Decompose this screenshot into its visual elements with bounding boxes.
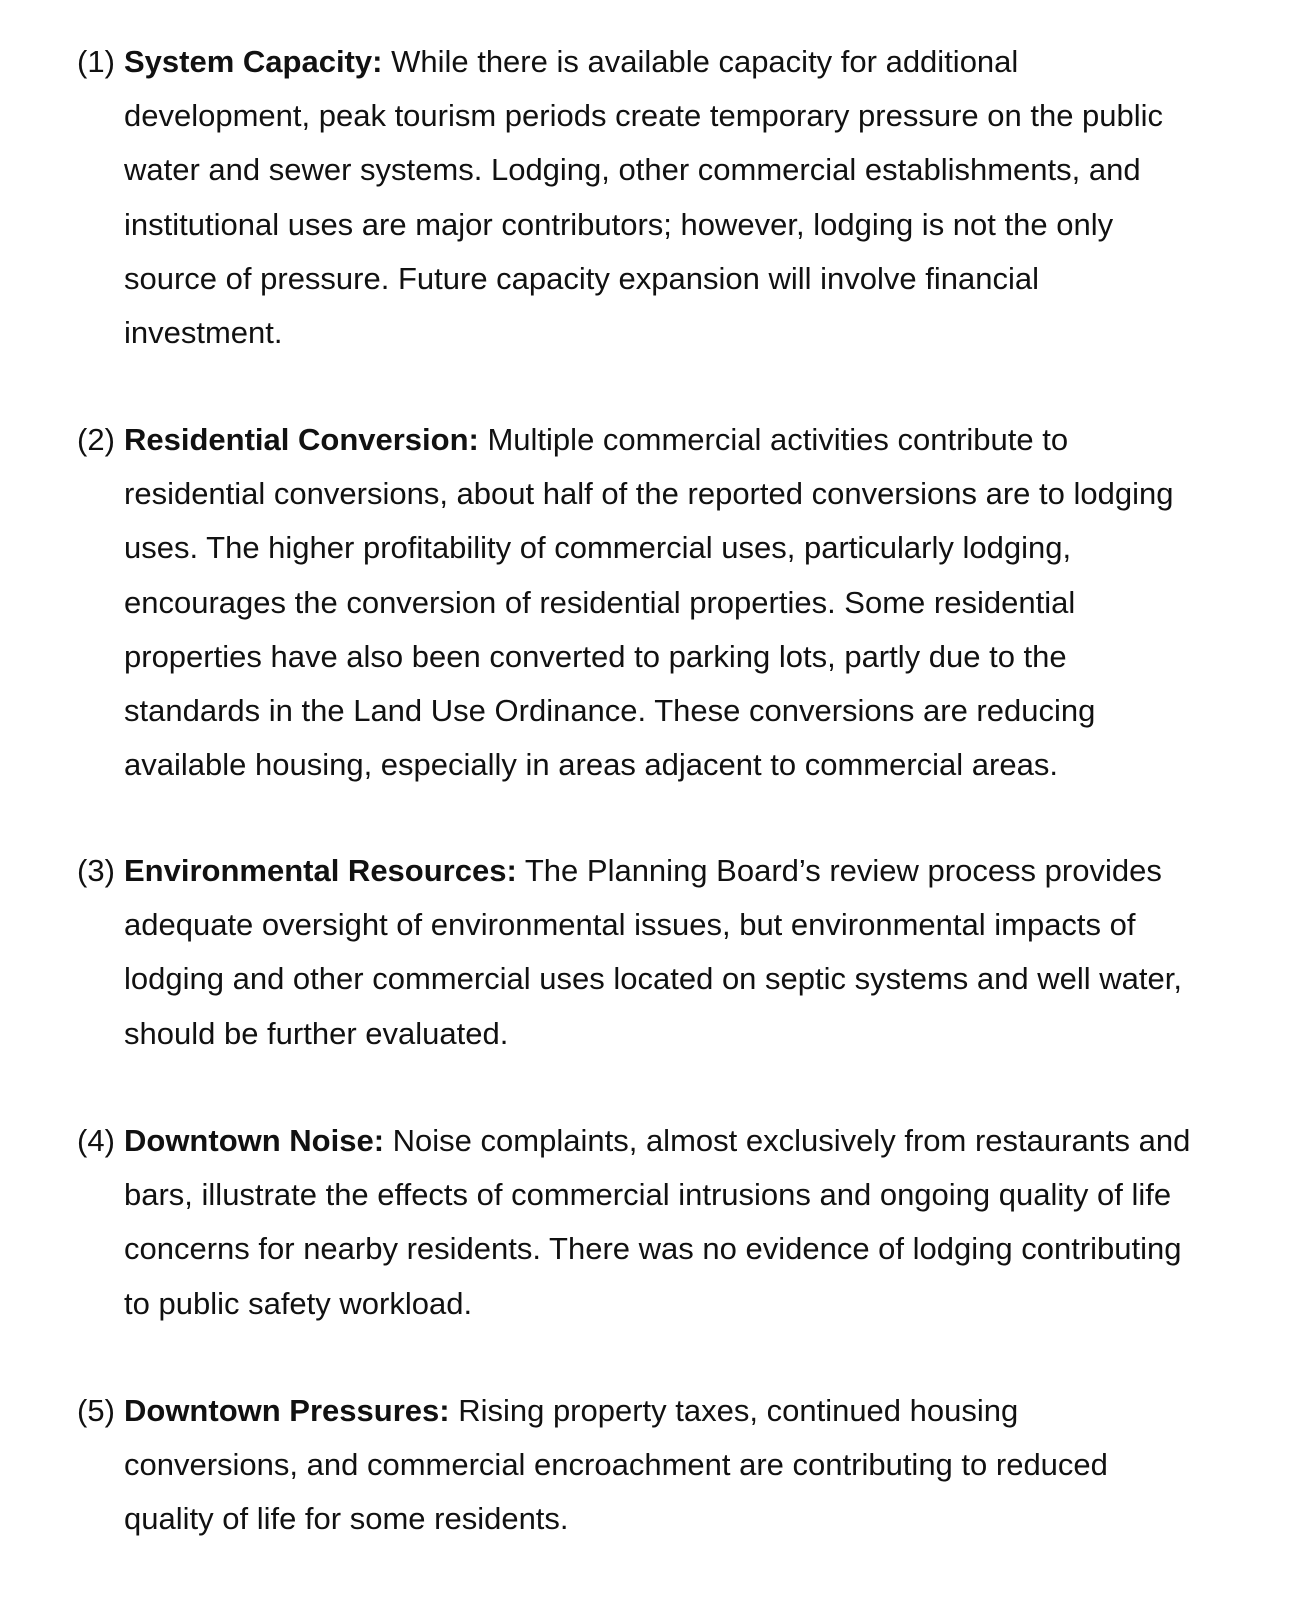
item-text-line: water and sewer systems. Lodging, other commercial establishments, and [124,152,1141,188]
item-first-line [124,1114,1244,1168]
item-text-line: properties have also been converted to parking lots, partly due to the [124,638,1067,674]
item-heading: Environmental Resources: [124,853,517,888]
item-text-line: source of pressure. Future capacity expansion will involve financial [124,260,1039,296]
item-first-line [124,844,1244,898]
item-text-line: to public safety workload. [124,1285,473,1321]
item-heading: System Capacity: [124,44,383,79]
item-text-line: institutional uses are major contributors; however, lodging is not the only [124,206,1114,242]
item-number: (3) [77,853,115,888]
item-number: (1) [77,44,115,79]
item-heading: Downtown Noise: [124,1123,385,1158]
item-text-line: investment. [124,315,283,351]
item-text-line: Noise complaints, almost exclusively from restaurants and [392,1123,1191,1158]
item-text-line: standards in the Land Use Ordinance. These conversions are reducing [124,693,1096,729]
item-text-line: available housing, especially in areas adjacent to commercial areas. [124,747,1058,783]
item-number: (2) [77,422,115,457]
finding-downtown-noise [77,1114,1244,1331]
item-text-line: lodging and other commercial uses located on septic systems and well water, [124,961,1182,997]
item-number: (5) [77,1393,115,1428]
item-text-line: development, peak tourism periods create temporary pressure on the public [124,98,1164,134]
finding-environmental-resources [77,844,1244,1061]
item-text-line: concerns for nearby residents. There was no evidence of lodging contributing [124,1231,1182,1267]
item-heading: Downtown Pressures: [124,1393,450,1428]
finding-system-capacity [77,35,1244,360]
item-first-line [124,413,1244,467]
item-first-line [124,35,1244,89]
item-text-line: adequate oversight of environmental issues, but environmental impacts of [124,907,1136,943]
item-text-line: residential conversions, about half of the reported conversions are to lodging [124,476,1174,512]
item-text-line: While there is available capacity for additional [391,44,1019,79]
item-text-line: Multiple commercial activities contribute to [487,422,1069,457]
item-text-line: quality of life for some residents. [124,1501,569,1537]
finding-residential-conversion [77,413,1244,792]
item-text-line: The Planning Board’s review process provides [524,853,1162,888]
item-text-line: encourages the conversion of residential properties. Some residential [124,584,1076,620]
item-text-line: Rising property taxes, continued housing [458,1393,1019,1428]
item-heading: Residential Conversion: [124,422,479,457]
finding-downtown-pressures [77,1384,1244,1547]
item-text-line: should be further evaluated. [124,1015,509,1051]
item-number: (4) [77,1123,115,1158]
item-first-line [124,1384,1244,1438]
item-text-line: conversions, and commercial encroachment are contributing to reduced [124,1447,1108,1483]
item-text-line: bars, illustrate the effects of commercial intrusions and ongoing quality of life [124,1177,1172,1213]
item-text-line: uses. The higher profitability of commercial uses, particularly lodging, [124,530,1072,566]
